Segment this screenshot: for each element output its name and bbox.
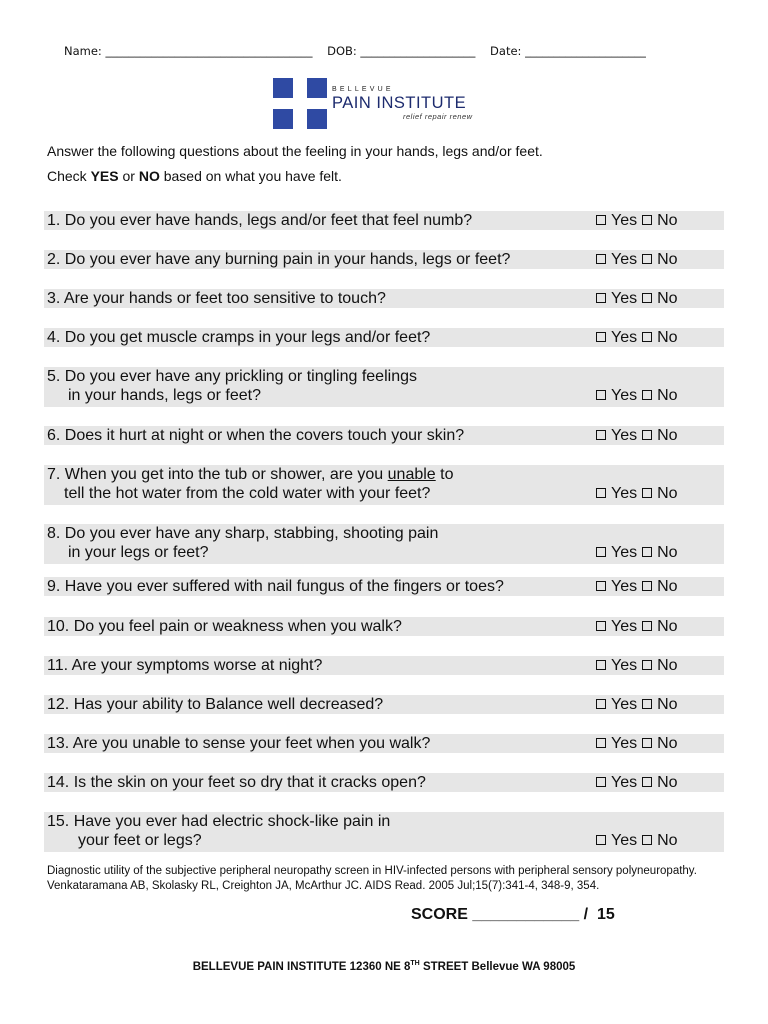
question-row-5 [44, 367, 724, 407]
question-line-2: in your legs or feet? [68, 544, 209, 561]
yes-option[interactable] [596, 289, 637, 308]
instructions-line-1: Answer the following questions about the feeling in your hands, legs and/or feet. [47, 143, 543, 159]
no-checkbox[interactable] [642, 293, 652, 303]
no-checkbox[interactable] [642, 254, 652, 264]
logo-tagline: relief repair renew [403, 112, 473, 121]
no-label: No [657, 329, 678, 346]
yes-checkbox[interactable] [596, 581, 606, 591]
answer-options [596, 211, 678, 230]
no-checkbox[interactable] [642, 332, 652, 342]
no-checkbox[interactable] [642, 621, 652, 631]
answer-options [596, 734, 678, 753]
no-checkbox[interactable] [642, 547, 652, 557]
yes-checkbox[interactable] [596, 777, 606, 787]
no-label: No [657, 832, 678, 849]
yes-option[interactable] [596, 211, 637, 230]
no-label: No [657, 427, 678, 444]
answer-options [596, 250, 678, 269]
question-row-12 [44, 695, 724, 714]
no-option[interactable] [642, 386, 677, 405]
yes-label: Yes [611, 618, 638, 635]
score-field[interactable]: ____________ [472, 906, 580, 923]
no-label: No [657, 212, 678, 229]
yes-label: Yes [611, 696, 638, 713]
no-option[interactable] [642, 250, 677, 269]
answer-options [596, 328, 678, 347]
no-checkbox[interactable] [642, 390, 652, 400]
question-text: 2. Do you ever have any burning pain in your hands, legs or feet? [47, 251, 511, 268]
question-text [47, 524, 438, 562]
score-label: SCORE [411, 906, 468, 923]
yes-checkbox[interactable] [596, 835, 606, 845]
question-line-1: 5. Do you ever have any prickling or tingling feelings [47, 368, 417, 385]
answer-options [596, 577, 678, 596]
yes-checkbox[interactable] [596, 660, 606, 670]
yes-option[interactable] [596, 426, 637, 445]
yes-option[interactable] [596, 831, 637, 850]
question-row-14 [44, 773, 724, 792]
yes-option[interactable] [596, 734, 637, 753]
no-label: No [657, 578, 678, 595]
question-text [47, 812, 390, 850]
logo-square-br [307, 109, 327, 129]
question-row-6 [44, 426, 724, 445]
instructions-line-2 [47, 168, 342, 184]
no-option[interactable] [642, 577, 677, 596]
question-text [47, 465, 454, 503]
dob-label: DOB: [327, 44, 357, 58]
yes-label: Yes [611, 657, 638, 674]
yes-label: Yes [611, 212, 638, 229]
question-text: 11. Are your symptoms worse at night? [47, 657, 323, 674]
answer-options [596, 656, 678, 675]
no-checkbox[interactable] [642, 777, 652, 787]
question-row-10 [44, 617, 724, 636]
no-label: No [657, 544, 678, 561]
logo-square-tl [273, 78, 293, 98]
no-checkbox[interactable] [642, 660, 652, 670]
yes-option[interactable] [596, 617, 637, 636]
no-option[interactable] [642, 734, 677, 753]
institute-logo [271, 76, 511, 130]
no-option[interactable] [642, 289, 677, 308]
answer-options [596, 426, 678, 445]
question-row-13 [44, 734, 724, 753]
yes-option[interactable] [596, 656, 637, 675]
answer-options [596, 543, 678, 562]
logo-square-bl [273, 109, 293, 129]
yes-option[interactable] [596, 386, 637, 405]
no-option[interactable] [642, 773, 677, 792]
name-label: Name: [64, 44, 102, 58]
no-label: No [657, 657, 678, 674]
or-text: or [118, 168, 139, 184]
yes-label: Yes [611, 329, 638, 346]
no-option[interactable] [642, 328, 677, 347]
no-label: No [657, 696, 678, 713]
answer-options [596, 386, 678, 405]
question-row-1 [44, 211, 724, 230]
yes-option[interactable] [596, 328, 637, 347]
question-line-2: tell the hot water from the cold water with your feet? [64, 485, 431, 502]
no-option[interactable] [642, 211, 677, 230]
yes-checkbox[interactable] [596, 738, 606, 748]
question-row-15 [44, 812, 724, 852]
question-line-1: 8. Do you ever have any sharp, stabbing, shooting pain [47, 525, 439, 542]
yes-checkbox[interactable] [596, 254, 606, 264]
yes-label: Yes [611, 774, 638, 791]
date-field[interactable]: _____________________ [525, 44, 646, 58]
yes-label: Yes [611, 832, 638, 849]
question-line-1-start: 7. When you get into the tub or shower, are you [47, 466, 388, 483]
yes-label: Yes [611, 290, 638, 307]
question-row-7 [44, 465, 724, 505]
no-label: No [657, 735, 678, 752]
citation-text: Diagnostic utility of the subjective peripheral neuropathy screen in HIV-infected persons with peripheral sensory polyneuropathy. Venkataramana AB, Skolasky RL, Creighton JA, McArthur JC. AIDS Read. 2005 Jul;15(7):341-4, 348-9, 354. [47, 865, 697, 892]
yes-checkbox[interactable] [596, 293, 606, 303]
emphasis-unable: unable [387, 466, 436, 483]
yes-option[interactable] [596, 250, 637, 269]
question-text: 1. Do you ever have hands, legs and/or feet that feel numb? [47, 212, 473, 229]
yes-checkbox[interactable] [596, 488, 606, 498]
question-text [47, 367, 417, 405]
patient-info-line [64, 44, 706, 58]
dob-field[interactable]: ____________________ [360, 44, 476, 58]
question-text: 9. Have you ever suffered with nail fungus of the fingers or toes? [47, 578, 504, 595]
question-row-2 [44, 250, 724, 269]
yes-word: YES [90, 168, 119, 184]
yes-option[interactable] [596, 484, 637, 503]
yes-checkbox[interactable] [596, 547, 606, 557]
no-word: NO [138, 168, 160, 184]
yes-option[interactable] [596, 577, 637, 596]
no-label: No [657, 290, 678, 307]
footer-ordinal: TH [410, 960, 420, 967]
question-row-11 [44, 656, 724, 675]
score-slash: / [583, 906, 589, 923]
based-text: based on what you have felt. [159, 168, 342, 184]
question-text: 12. Has your ability to Balance well decreased? [47, 696, 384, 713]
answer-options [596, 617, 678, 636]
question-text: 4. Do you get muscle cramps in your legs and/or feet? [47, 329, 431, 346]
question-text: 14. Is the skin on your feet so dry that it cracks open? [47, 774, 426, 791]
no-label: No [657, 485, 678, 502]
answer-options [596, 831, 678, 850]
no-checkbox[interactable] [642, 581, 652, 591]
no-option[interactable] [642, 831, 677, 850]
score-line [411, 906, 615, 924]
yes-label: Yes [611, 427, 638, 444]
check-text: Check [47, 168, 91, 184]
no-checkbox[interactable] [642, 738, 652, 748]
no-checkbox[interactable] [642, 430, 652, 440]
question-row-8 [44, 524, 724, 564]
yes-option[interactable] [596, 695, 637, 714]
logo-brand-name: PAIN INSTITUTE [332, 94, 467, 112]
no-label: No [657, 618, 678, 635]
yes-label: Yes [611, 251, 638, 268]
yes-checkbox[interactable] [596, 699, 606, 709]
yes-label: Yes [611, 735, 638, 752]
name-field[interactable]: ____________________________________ [105, 44, 313, 58]
question-line-2: in your hands, legs or feet? [68, 387, 262, 404]
no-checkbox[interactable] [642, 215, 652, 225]
no-checkbox[interactable] [642, 488, 652, 498]
no-option[interactable] [642, 617, 677, 636]
answer-options [596, 695, 678, 714]
yes-checkbox[interactable] [596, 390, 606, 400]
logo-brand-small: BELLEVUE [332, 86, 394, 93]
footer-address-end: STREET Bellevue WA 98005 [419, 960, 576, 973]
no-label: No [657, 251, 678, 268]
yes-checkbox[interactable] [596, 332, 606, 342]
footer-address [0, 960, 768, 973]
no-option[interactable] [642, 695, 677, 714]
no-option[interactable] [642, 484, 677, 503]
yes-label: Yes [611, 485, 638, 502]
no-label: No [657, 774, 678, 791]
no-option[interactable] [642, 543, 677, 562]
answer-options [596, 289, 678, 308]
question-row-3 [44, 289, 724, 308]
answer-options [596, 773, 678, 792]
yes-label: Yes [611, 578, 638, 595]
question-line-1: 15. Have you ever had electric shock-like pain in [47, 813, 391, 830]
question-text: 3. Are your hands or feet too sensitive to touch? [47, 290, 386, 307]
score-total: 15 [596, 906, 615, 923]
no-option[interactable] [642, 656, 677, 675]
answer-options [596, 484, 678, 503]
yes-checkbox[interactable] [596, 430, 606, 440]
no-label: No [657, 387, 678, 404]
yes-label: Yes [611, 544, 638, 561]
question-line-1 [47, 465, 454, 484]
question-line-2: your feet or legs? [78, 832, 202, 849]
footer-address-start: BELLEVUE PAIN INSTITUTE 12360 NE 8 [192, 960, 411, 973]
question-text: 10. Do you feel pain or weakness when you walk? [47, 618, 402, 635]
question-text: 6. Does it hurt at night or when the covers touch your skin? [47, 427, 465, 444]
question-row-9 [44, 577, 724, 596]
yes-option[interactable] [596, 543, 637, 562]
date-label: Date: [490, 44, 522, 58]
yes-checkbox[interactable] [596, 621, 606, 631]
yes-option[interactable] [596, 773, 637, 792]
yes-label: Yes [611, 387, 638, 404]
logo-square-tr [307, 78, 327, 98]
question-line-1-end: to [435, 466, 454, 483]
yes-checkbox[interactable] [596, 215, 606, 225]
question-text: 13. Are you unable to sense your feet when you walk? [47, 735, 431, 752]
no-checkbox[interactable] [642, 835, 652, 845]
no-checkbox[interactable] [642, 699, 652, 709]
no-option[interactable] [642, 426, 677, 445]
question-row-4 [44, 328, 724, 347]
